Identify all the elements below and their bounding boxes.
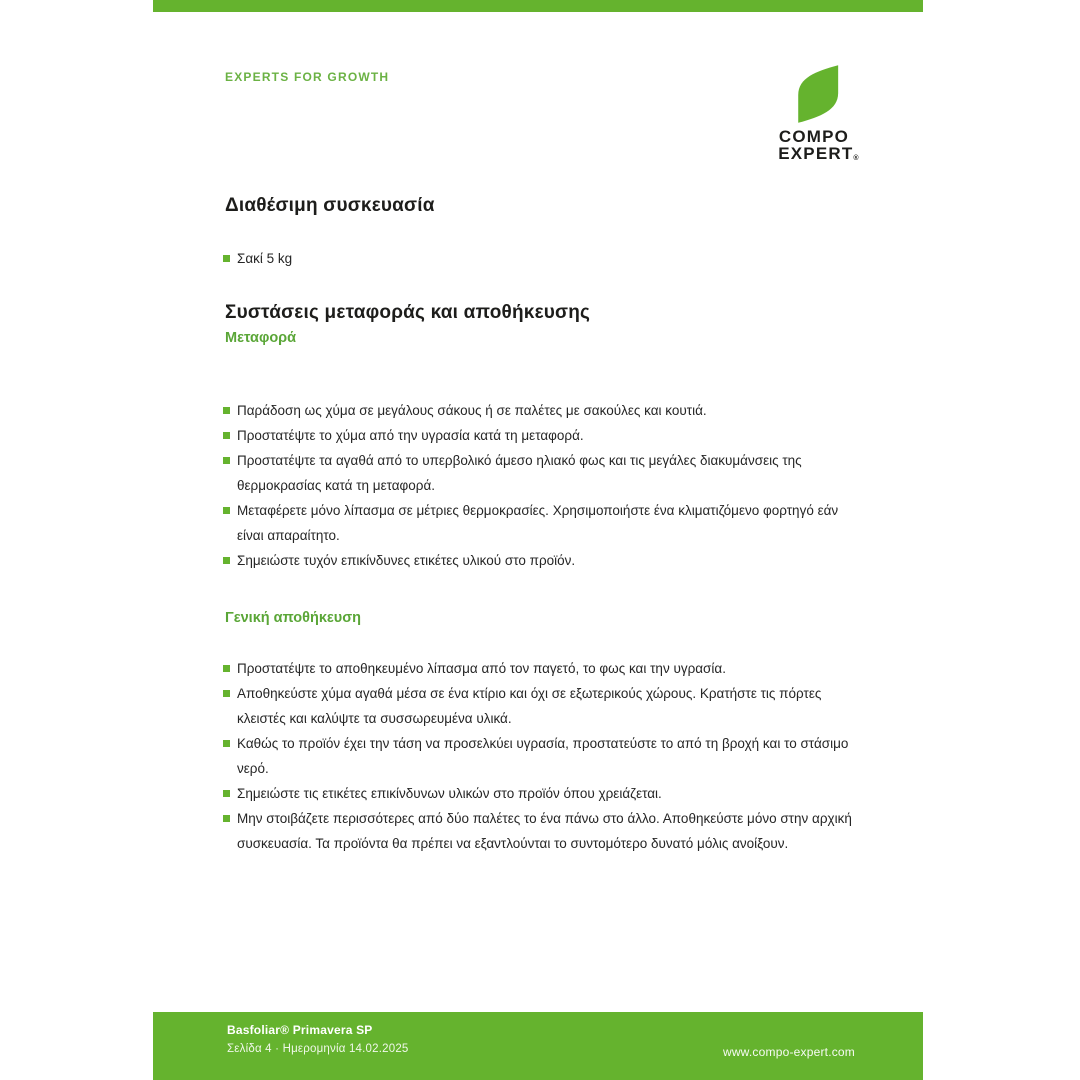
list-item: Μεταφέρετε μόνο λίπασμα σε μέτριες θερμοκρασίες. Χρησιμοποιήστε ένα κλιματιζόμενο φορτηγό εάν είναι απαραίτητο. — [223, 498, 859, 548]
bullet-square-icon — [223, 690, 230, 697]
list-item: Προστατέψτε το χύμα από την υγρασία κατά τη μεταφορά. — [223, 423, 859, 448]
subsection-heading-transport: Μεταφορά — [225, 330, 297, 346]
bullet-square-icon — [223, 557, 230, 564]
list-item: Σημειώστε τις ετικέτες επικίνδυνων υλικών στο προϊόν όπου χρειάζεται. — [223, 781, 859, 806]
footer-product-name: Basfoliar® Primavera SP — [227, 1023, 373, 1037]
list-item: Καθώς το προϊόν έχει την τάση να προσελκύει υγρασία, προστατεύστε το από τη βροχή και το στάσιμο νερό. — [223, 731, 859, 781]
bullet-square-icon — [223, 432, 230, 439]
bullet-square-icon — [223, 665, 230, 672]
registered-mark: ® — [853, 155, 860, 162]
section-title-packaging: Διαθέσιμη συσκευασία — [225, 195, 435, 216]
list-item: Μην στοιβάζετε περισσότερες από δύο παλέτες το ένα πάνω στο άλλο. Αποθηκεύστε μόνο στην αρχική συσκευασία. Τα προϊόντα θα πρέπει να εξαντλούνται το συντομότερο δυνατό μόλις ανοίξουν. — [223, 806, 859, 856]
bullet-square-icon — [223, 507, 230, 514]
transport-list — [223, 398, 859, 573]
footer-website-link[interactable]: www.compo-expert.com — [722, 1045, 855, 1059]
bullet-square-icon — [223, 407, 230, 414]
bullet-square-icon — [223, 740, 230, 747]
logo-text-expert: EXPERT® — [778, 144, 860, 163]
packaging-list — [223, 246, 859, 271]
list-item: Αποθηκεύστε χύμα αγαθά μέσα σε ένα κτίριο και όχι σε εξωτερικούς χώρους. Κρατήστε τις πόρτες κλειστές και καλύψτε τα συσσωρευμένα υλικά. — [223, 681, 859, 731]
list-item: Σημειώστε τυχόν επικίνδυνες ετικέτες υλικού στο προϊόν. — [223, 548, 859, 573]
brand-tagline: EXPERTS FOR GROWTH — [225, 70, 390, 84]
list-item: Σακί 5 kg — [223, 246, 859, 271]
list-item: Προστατέψτε το αποθηκευμένο λίπασμα από τον παγετό, το φως και την υγρασία. — [223, 656, 859, 681]
footer-left — [227, 1023, 409, 1080]
compo-expert-logo — [771, 64, 860, 166]
footer-page-info: Σελίδα 4 · Ημερομηνία 14.02.2025 — [227, 1043, 409, 1055]
subsection-heading-storage: Γενική αποθήκευση — [225, 610, 362, 626]
section-title-transport-storage: Συστάσεις μεταφοράς και αποθήκευσης — [225, 302, 591, 323]
leaf-icon — [788, 64, 840, 124]
list-item: Προστατέψτε τα αγαθά από το υπερβολικό άμεσο ηλιακό φως και τις μεγάλες διακυμάνσεις της θερμοκρασίας κατά τη μεταφορά. — [223, 448, 859, 498]
logo-text-compo: COMPO — [778, 127, 850, 146]
bullet-square-icon — [223, 815, 230, 822]
storage-list — [223, 656, 859, 856]
document-page — [153, 0, 923, 1080]
list-item: Παράδοση ως χύμα σε μεγάλους σάκους ή σε παλέτες με σακούλες και κουτιά. — [223, 398, 859, 423]
footer-bar — [153, 1012, 923, 1080]
top-accent-bar — [153, 0, 923, 12]
bullet-square-icon — [223, 457, 230, 464]
bullet-square-icon — [223, 790, 230, 797]
bullet-square-icon — [223, 255, 230, 262]
